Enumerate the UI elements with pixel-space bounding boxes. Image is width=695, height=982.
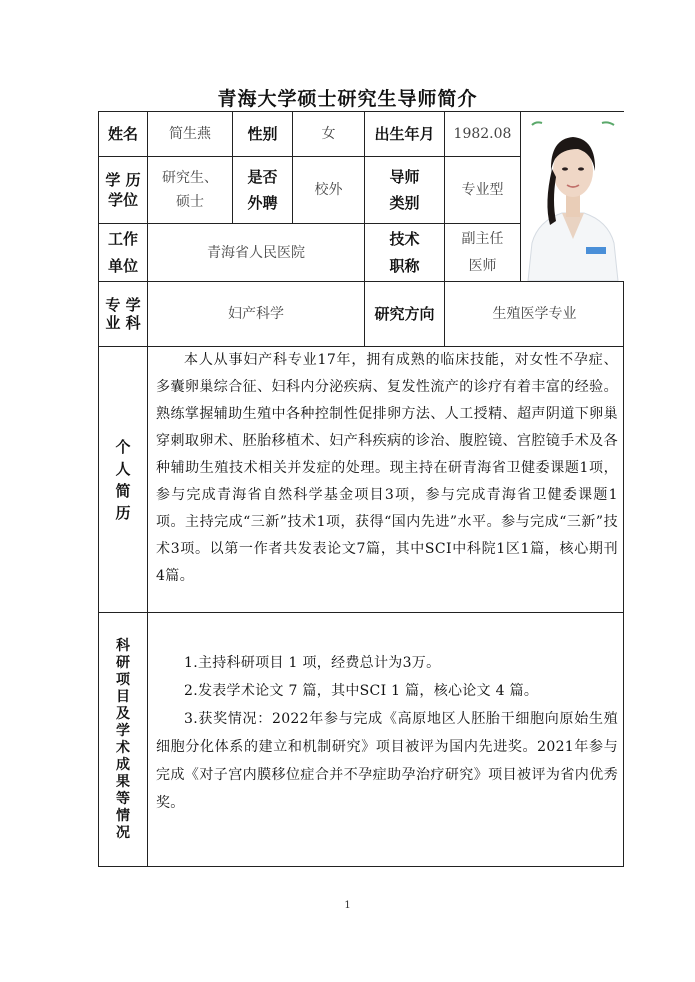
label-gender: 性别: [232, 111, 292, 156]
value-name: 简生燕: [147, 111, 232, 156]
label-achievements-char: 学: [116, 723, 130, 739]
label-achievements-char: 等: [116, 791, 130, 807]
label-achievements-char: 况: [116, 825, 130, 841]
label-external-line1: 是否: [247, 168, 278, 186]
label-achievements-char: 及: [116, 706, 130, 722]
label-tutor-type: [364, 156, 444, 223]
label-research: 研究方向: [364, 281, 444, 346]
label-achievements-char: 研: [116, 655, 130, 671]
value-education-line2: 硕士: [176, 194, 204, 210]
label-tutor-type-line2: 类别: [389, 194, 420, 212]
label-achievements-char: 科: [116, 638, 130, 654]
value-education: [147, 156, 232, 223]
value-gender: 女: [292, 111, 364, 156]
label-achievements-char: 成: [116, 757, 130, 773]
label-name: 姓名: [98, 111, 147, 156]
achievement-item: 3.获奖情况：2022年参与完成《高原地区人胚胎干细胞向原始生殖细胞分化体系的建立和机制研究》项目被评为国内先进奖。2021年参与完成《对子宫内膜移位症合并不孕症助孕治疗研究》项目被评为省内优秀奖。: [156, 711, 618, 811]
label-bio-char: 个: [115, 437, 131, 456]
label-achievements-char: 果: [116, 774, 130, 790]
label-subject-line2: 业 科: [105, 314, 141, 332]
value-research: 生殖医学专业: [444, 281, 624, 346]
label-professional-title-line2: 职称: [389, 256, 420, 275]
label-external-line2: 外聘: [247, 194, 278, 212]
label-achievements-char: 情: [116, 808, 130, 824]
value-professional-title-line1: 副主任: [461, 230, 504, 247]
value-subject: 妇产科学: [147, 281, 364, 346]
label-bio-char: 简: [115, 481, 131, 500]
value-professional-title-line2: 医师: [468, 257, 497, 274]
page-title: 青海大学硕士研究生导师简介: [217, 88, 478, 110]
label-education-line1: 学 历: [105, 171, 141, 189]
label-bio-char: 历: [115, 503, 131, 522]
value-tutor-type: 专业型: [444, 156, 520, 223]
label-subject: [98, 281, 147, 346]
label-education: [98, 156, 147, 223]
label-tutor-type-line1: 导师: [389, 168, 420, 186]
label-education-line2: 学位: [107, 191, 138, 209]
achievement-item: 1.主持科研项目 1 项，经费总计为3万。: [184, 655, 441, 671]
value-work-unit: 青海省人民医院: [147, 223, 364, 281]
achievement-item: 2.发表学术论文 7 篇，其中SCI 1 篇，核心论文 4 篇。: [184, 683, 539, 699]
label-achievements: [98, 612, 147, 867]
value-external: 校外: [292, 156, 364, 223]
label-external: [232, 156, 292, 223]
label-professional-title: [364, 223, 444, 281]
label-subject-line1: 专 学: [105, 296, 141, 314]
label-achievements-char: 目: [116, 689, 130, 705]
portrait-photo: [520, 111, 624, 281]
label-work-unit: [98, 223, 147, 281]
label-work-unit-line1: 工作: [107, 229, 138, 248]
label-bio-char: 人: [115, 459, 131, 478]
label-birth: 出生年月: [364, 111, 444, 156]
portrait-icon: [522, 113, 624, 281]
page-number: 1: [344, 900, 351, 911]
label-achievements-char: 术: [116, 740, 130, 756]
value-education-line1: 研究生、: [162, 170, 218, 186]
bio-text-cell: [147, 346, 624, 612]
value-birth: 1982.08: [444, 111, 520, 156]
label-achievements-char: 项: [116, 672, 130, 688]
label-work-unit-line2: 单位: [107, 256, 138, 275]
label-professional-title-line1: 技术: [389, 229, 420, 248]
bio-text: 本人从事妇产科专业17年，拥有成熟的临床技能，对女性不孕症、多囊卵巢综合征、妇科内分泌疾病、复发性流产的诊疗有着丰富的经验。熟练掌握辅助生殖中各种控制性促排卵方法、人工授精、超声阴道下卵巢穿刺取卵术、胚胎移植术、妇产科疾病的诊治、腹腔镜、宫腔镜手术及各种辅助生殖技术相关并发症的处理。现主持在研青海省卫健委课题1项，参与完成青海省自然科学基金项目3项，参与完成青海省卫健委课题1项。主持完成“三新”技术1项，获得“国内先进”水平。参与完成“三新”技术3项。以第一作者共发表论文7篇，其中SCI中科院1区1篇，核心期刊4篇。: [156, 352, 618, 584]
achievements-cell: [147, 612, 624, 867]
label-bio: [98, 346, 147, 612]
profile-table: [98, 111, 624, 867]
value-professional-title: [444, 223, 520, 281]
achievements-list: [156, 649, 618, 817]
